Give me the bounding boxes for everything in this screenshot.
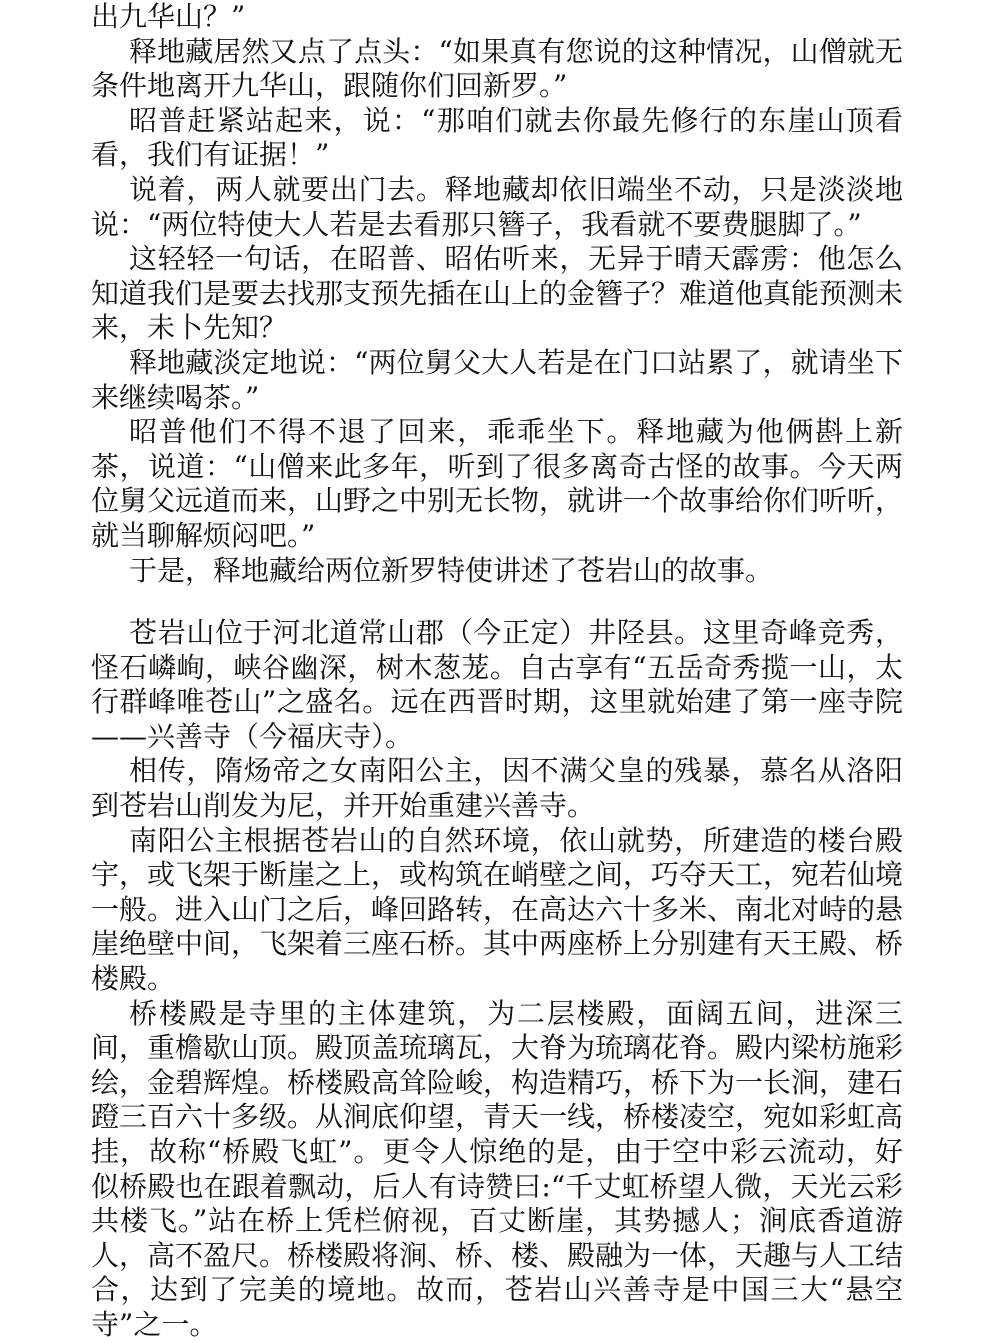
paragraph-11: 南阳公主根据苍岩山的自然环境，依山就势，所建造的楼台殿宇，或飞架于断崖之上，或构筑在峭壁之间，巧夺天工，宛若仙境一般。进入山门之后，峰回路转，在高达六十多米、南北对峙的悬崖绝壁中间，飞架着三座石桥。其中两座桥上分别建有天王殿、桥楼殿。: [91, 823, 904, 996]
paragraph-7: 昭普他们不得不退了回来，乖乖坐下。释地藏为他俩斟上新茶，说道：“山僧来此多年，听到了很多离奇古怪的故事。今天两位舅父远道而来，山野之中别无长物，就讲一个故事给你们听听，就当聊解烦闷吧。”: [91, 415, 904, 552]
paragraph-12: 桥楼殿是寺里的主体建筑，为二层楼殿，面阔五间，进深三间，重檐歇山顶。殿顶盖琉璃瓦，大脊为琉璃花脊。殿内梁枋施彩绘，金碧辉煌。桥楼殿高耸险峻，构造精巧，桥下为一长涧，建石蹬三百六十多级。从涧底仰望，青天一线，桥楼凌空，宛如彩虹高挂，故称“桥殿飞虹”。更令人惊绝的是，由于空中彩云流动，好似桥殿也在跟着飘动，后人有诗赞曰:“千丈虹桥望人微，天光云彩共楼飞。”站在桥上凭栏俯视，百丈断崖，其势撼人；涧底香道游人，高不盈尺。桥楼殿将涧、桥、楼、殿融为一体，天趣与人工结合，达到了完美的境地。故而，苍岩山兴善寺是中国三大“悬空寺”之一。: [91, 996, 904, 1341]
paragraph-6: 释地藏淡定地说：“两位舅父大人若是在门口站累了，就请坐下来继续喝茶。”: [91, 345, 903, 414]
section-gap: [91, 588, 903, 616]
paragraph-2: 释地藏居然又点了点头：“如果真有您说的这种情况，山僧就无条件地离开九华山，跟随你们回新罗。”: [91, 34, 903, 103]
paragraph-9: 苍岩山位于河北道常山郡（今正定）井陉县。这里奇峰竞秀，怪石嶙峋，峡谷幽深，树木葱茏。自古享有“五岳奇秀揽一山，太行群峰唯苍山”之盛名。远在西晋时期，这里就始建了第一座寺院——兴善寺（今福庆寺）。: [91, 616, 903, 753]
paragraph-8: 于是，释地藏给两位新罗特使讲述了苍岩山的故事。: [129, 553, 774, 587]
paragraph-3: 昭普赶紧站起来，说：“那咱们就去你最先修行的东崖山顶看看，我们有证据！”: [91, 103, 903, 172]
paragraph-4: 说着，两人就要出门去。释地藏却依旧端坐不动，只是淡淡地说：“两位特使大人若是去看那只簪子，我看就不要费腿脚了。”: [91, 172, 903, 241]
paragraph-1: 出九华山？”: [91, 0, 246, 33]
paragraph-10: 相传，隋炀帝之女南阳公主，因不满父皇的残暴，慕名从洛阳到苍岩山削发为尼，并开始重建兴善寺。: [91, 754, 903, 823]
document-page: [91, 0, 903, 1343]
paragraph-5: 这轻轻一句话，在昭普、昭佑听来，无异于晴天霹雳：他怎么知道我们是要去找那支预先插在山上的金簪子？难道他真能预测未来，未卜先知？: [91, 242, 904, 345]
